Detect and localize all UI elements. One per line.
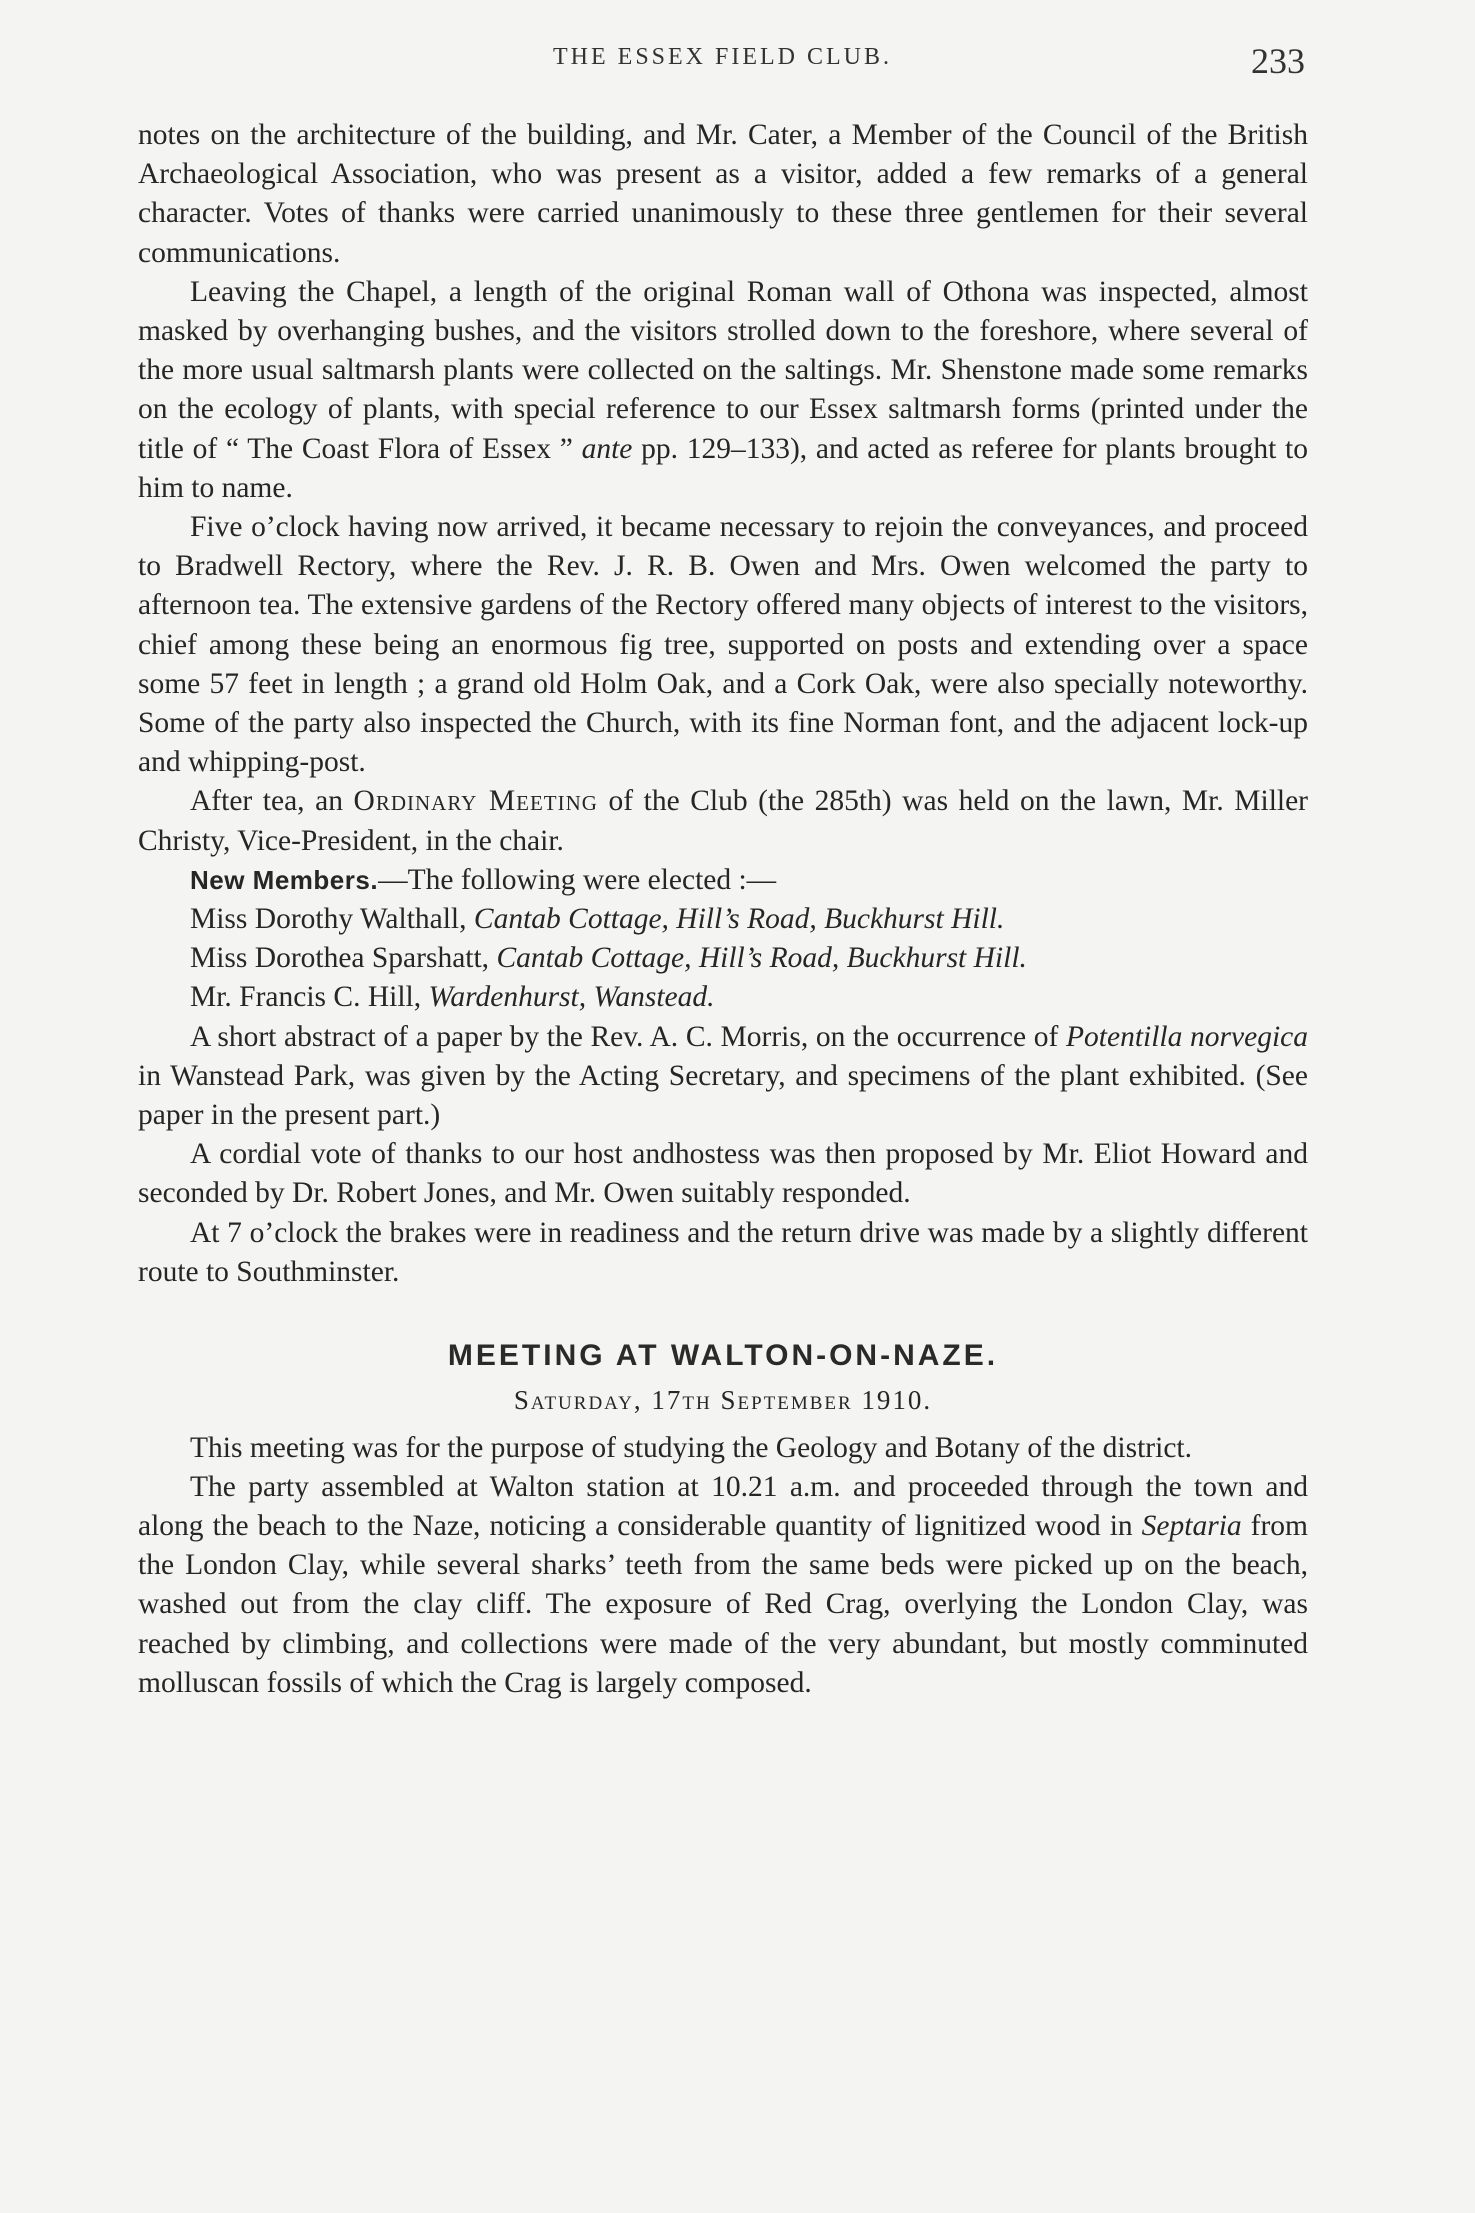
species-italic: Potentilla norvegica [1066,1020,1308,1053]
new-members-label: New Members. [190,864,379,895]
paragraph-text: of the Club (the 285th) was held on the lawn, Mr. Miller Christy, Vice-President, in the chair. [138,785,1308,857]
running-head [140,41,1305,84]
member-entry [138,978,1308,1017]
septaria-italic: Septaria [1141,1509,1242,1542]
member-name: Mr. Francis C. Hill, [190,981,429,1014]
paragraph-potentilla [138,1018,1308,1136]
member-name: Miss Dorothea Sparshatt, [190,942,497,975]
member-address: Cantab Cottage, Hill’s Road, Buckhurst Hill. [496,942,1027,975]
paragraph-chapel [138,273,1308,508]
paragraph-text: The party assembled at Walton station at 10.21 a.m. and proceeded through the town and along the beach to the Naze, noticing a considerable quantity of lignitized wood in [138,1470,1308,1542]
paragraph-text: After tea, an [190,785,354,818]
paragraph-text: pp. 129–133), and acted as referee for plants brought to him to name. [138,432,1308,504]
meeting-date: Saturday, 17th September 1910. [513,1385,933,1416]
member-name: Miss Dorothy Walthall, [190,903,474,936]
paragraph-rectory: Five o’clock having now arrived, it became necessary to rejoin the conveyances, and proceed to Bradwell Rectory, where the Rev. J. R. B. Owen and Mrs. Owen welcomed the party to afternoon tea. The extensive gardens of the Rectory offered many objects of interest to the visitors, chief among these being an enormous fig tree, supported on posts and extending over a space some 57 feet in length ; a grand old Holm Oak, and a Cork Oak, were also specially noteworthy. Some of the party also inspected the Church, with its fine Norman font, and the adjacent lock-up and whipping-post. [138,511,1308,779]
paragraph-text: A short abstract of a paper by the Rev. A. C. Morris, on the occurrence of [190,1020,1067,1053]
paragraph-vote-of-thanks: A cordial vote of thanks to our host andhostess was then proposed by Mr. Eliot Howard and seconded by Dr. Robert Jones, and Mr. Owen suitably responded. [138,1138,1308,1210]
new-members-text: —The following were elected :— [378,863,777,896]
member-address: Wardenhurst, Wanstead. [428,981,715,1014]
ordinary-meeting-smallcaps: Ordinary Meeting [353,785,598,818]
member-entry [138,900,1308,939]
member-entry [138,939,1308,978]
new-members-intro [138,861,1308,900]
paragraph-text: Leaving the Chapel, a length of the original Roman wall of Othona was inspected, almost masked by overhanging bushes, and the visitors strolled down to the foreshore, where several of the more usual saltmarsh plants were collected on the saltings. Mr. Shenstone made some remarks on the ecology of plants, with special reference to our Essex saltmarsh forms (printed under the title of “ The Coast Flora of Essex ” [138,275,1308,465]
running-title: THE ESSEX FIELD CLUB. [553,44,892,70]
body-text [138,116,1308,1703]
paragraph-return-drive: At 7 o’clock the brakes were in readiness and the return drive was made by a slightly different route to Southminster. [138,1216,1308,1288]
page-number: 233 [1251,41,1305,81]
paragraph-meeting-purpose: This meeting was for the purpose of studying the Geology and Botany of the district. [190,1431,1192,1464]
member-address: Cantab Cottage, Hill’s Road, Buckhurst Hill. [473,903,1005,936]
paragraph-ordinary-meeting [138,782,1308,860]
meeting-heading: MEETING AT WALTON-ON-NAZE. [447,1339,999,1373]
paragraph-text: in Wanstead Park, was given by the Acting Secretary, and specimens of the plant exhibited. (See paper in the present part.) [138,1059,1308,1132]
paragraph-text: from the London Clay, while several sharks’ teeth from the same beds were picked up on the beach, washed out from the clay cliff. The exposure of Red Crag, overlying the London Clay, was reached by climbing, and collections were made of the very abundant, but mostly comminuted molluscan fossils of which the Crag is largely composed. [138,1509,1309,1699]
ante-italic: ante [581,432,633,465]
paragraph-walton-party [138,1468,1308,1703]
paragraph-continuation: notes on the architecture of the building, and Mr. Cater, a Member of the Council of the British Archaeological Association, who was present as a visitor, added a few remarks of a general character. Votes of thanks were carried unanimously to these three gentlemen for their several communications. [138,119,1308,269]
